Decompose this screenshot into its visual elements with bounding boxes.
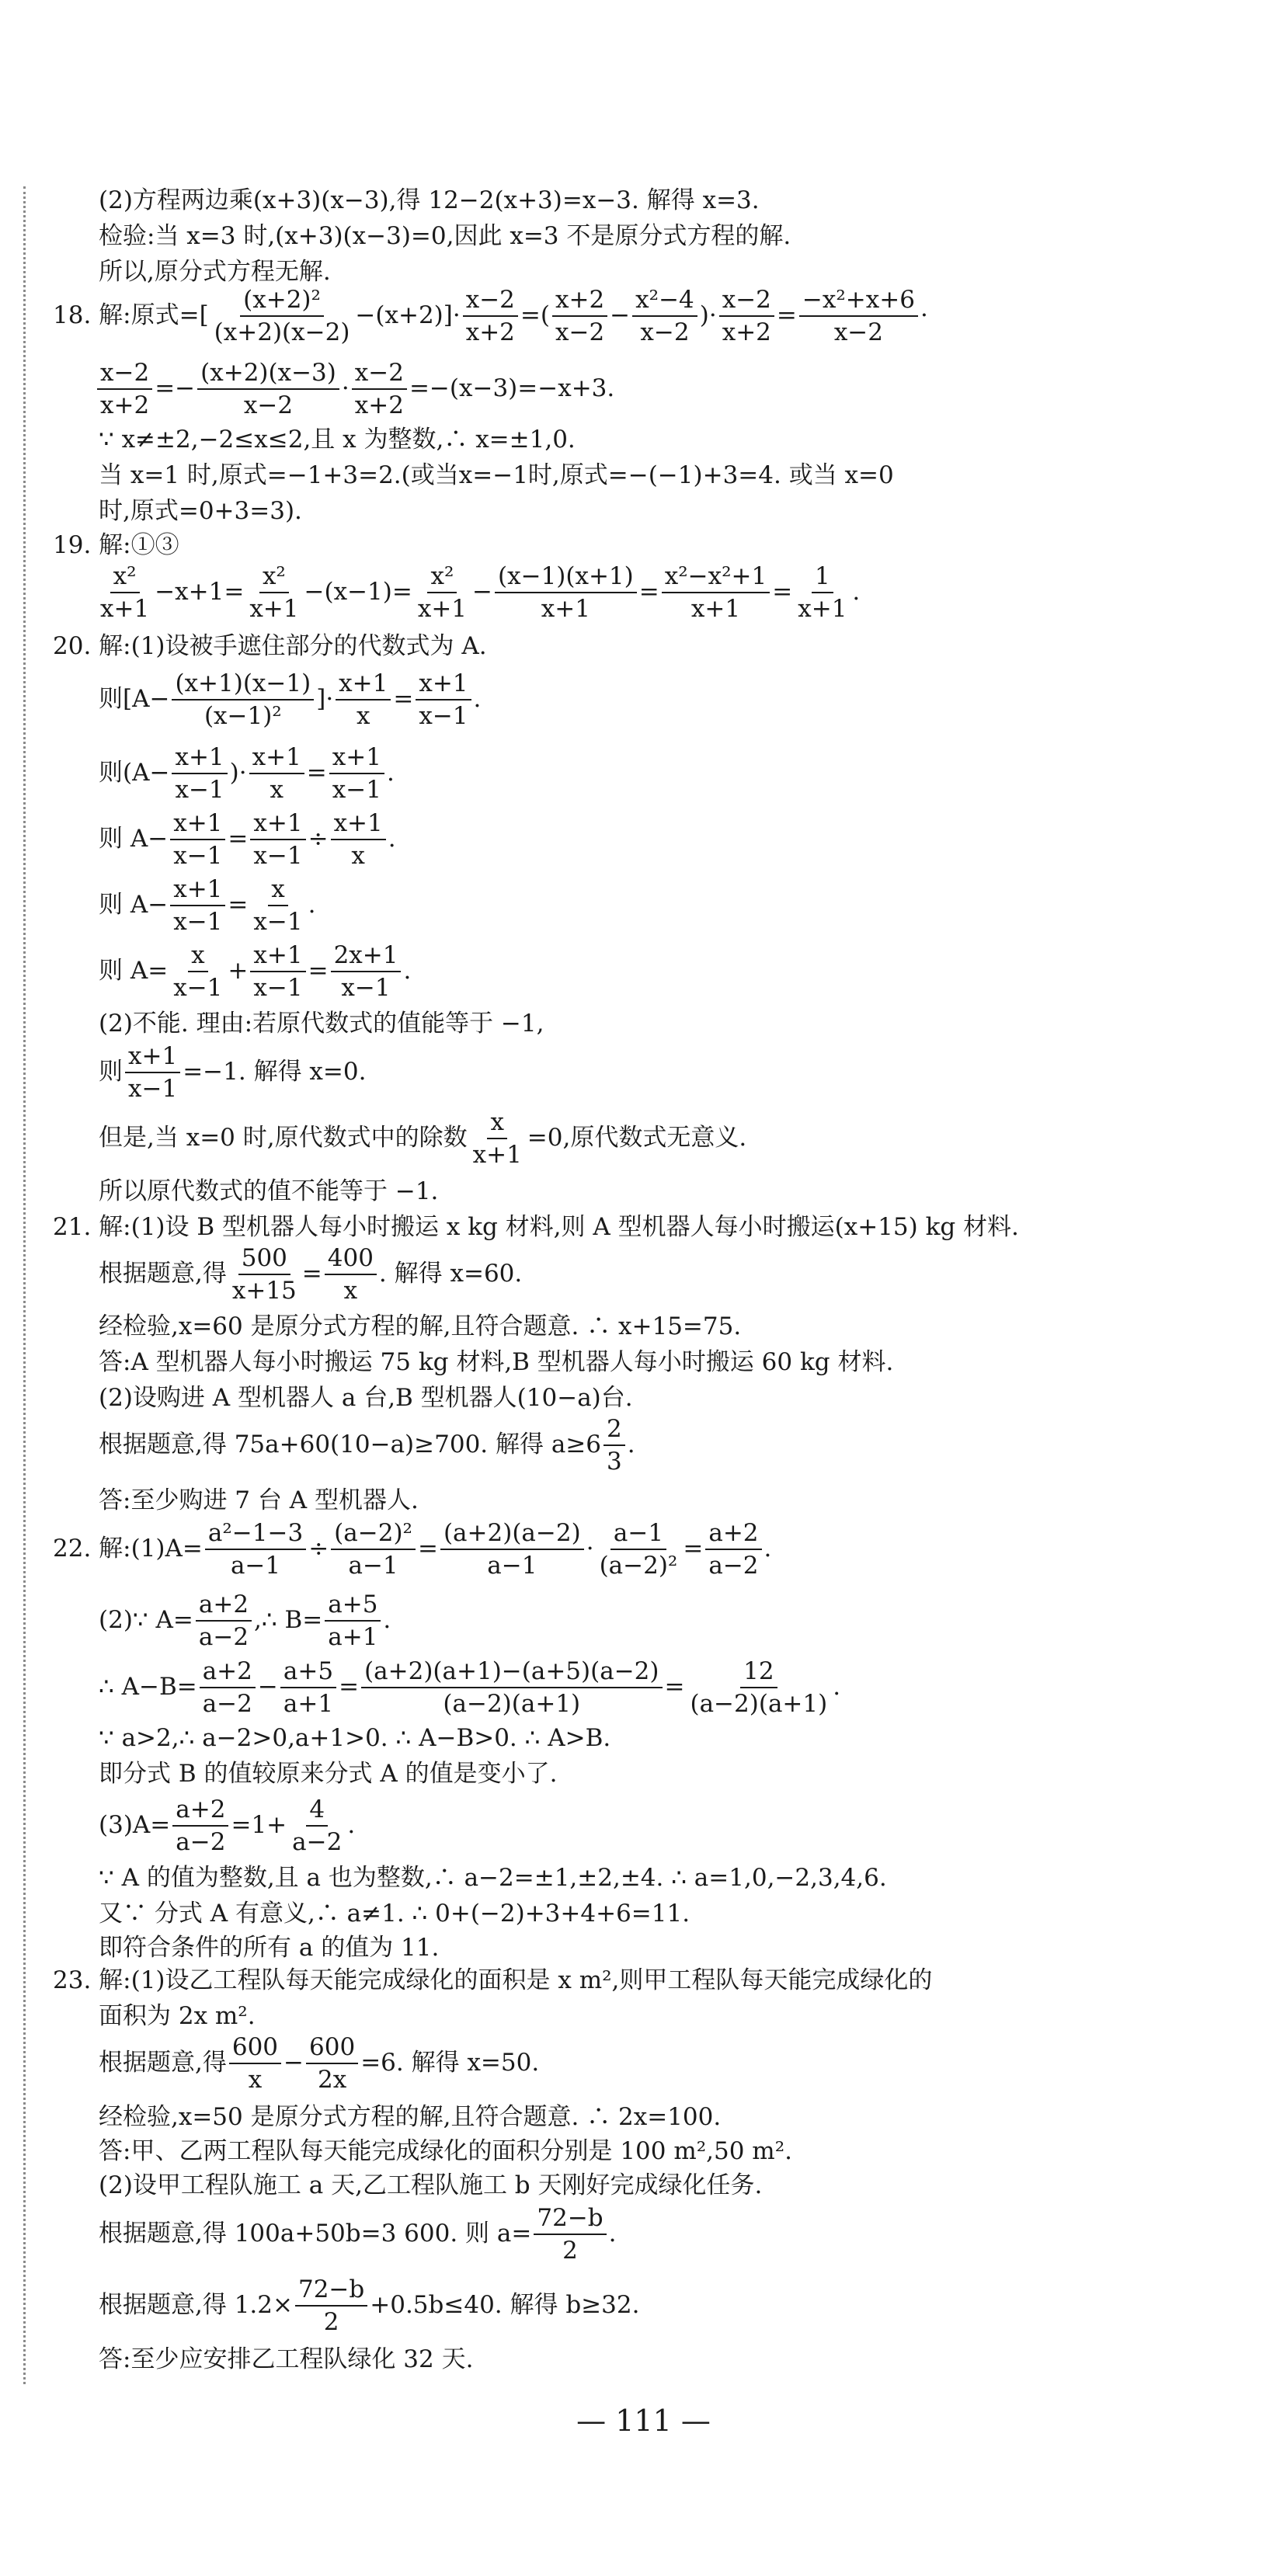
denominator: x−1 bbox=[173, 908, 223, 937]
denominator: a−2 bbox=[292, 1828, 343, 1857]
denominator: 2x bbox=[317, 2066, 347, 2095]
fraction bbox=[552, 284, 607, 349]
numerator: a+5 bbox=[280, 1656, 336, 1688]
q22-line-9: 即符合条件的所有 a 的值为 11. bbox=[99, 1934, 440, 1962]
fraction bbox=[662, 561, 770, 625]
numerator: x bbox=[188, 940, 207, 972]
numerator: x+2 bbox=[552, 284, 607, 317]
q20-line-3: 则 A− $\frac{x+1}{x-1}$ = $\frac{x+1}{x-1}$ ÷ $\frac{x+1}{x}$ . bbox=[99, 808, 396, 872]
numerator: 4 bbox=[306, 1794, 328, 1827]
denominator: (x−1)² bbox=[203, 702, 282, 731]
fraction bbox=[470, 1107, 525, 1171]
numerator: x+1 bbox=[170, 808, 225, 840]
fraction bbox=[687, 1656, 830, 1720]
denominator: x−1 bbox=[175, 776, 224, 805]
fraction bbox=[211, 284, 353, 349]
fraction bbox=[97, 561, 152, 625]
numerator: x bbox=[487, 1107, 506, 1139]
numerator: a+2 bbox=[172, 1794, 228, 1827]
denominator: x+1 bbox=[690, 595, 741, 624]
fraction bbox=[795, 561, 850, 625]
numerator: x+1 bbox=[336, 668, 391, 700]
q20-line-9: 所以原代数式的值不能等于 −1. bbox=[99, 1177, 439, 1205]
fraction bbox=[249, 742, 304, 806]
q23-line-1b: 面积为 2x m². bbox=[99, 2002, 256, 2030]
numerator: x+1 bbox=[172, 742, 227, 774]
q22-line-6: (3)A= $\frac{a+2}{a-2}$ =1+ $\frac{4}{a-2}$ . bbox=[99, 1794, 355, 1858]
denominator: x+1 bbox=[417, 595, 468, 624]
denominator: a+1 bbox=[283, 1690, 334, 1719]
fraction bbox=[325, 1243, 377, 1307]
denominator: x−2 bbox=[555, 318, 605, 347]
numerator: (a+2)(a−2) bbox=[440, 1517, 584, 1550]
fraction bbox=[170, 808, 225, 872]
fraction bbox=[361, 1656, 662, 1720]
denominator: x+1 bbox=[798, 595, 847, 624]
denominator: x−2 bbox=[833, 318, 883, 347]
numerator: −x²+x+6 bbox=[799, 284, 918, 317]
denominator: a−2 bbox=[202, 1690, 252, 1719]
numerator: x+1 bbox=[331, 808, 386, 840]
numerator: 600 bbox=[306, 2032, 358, 2064]
q20-line-2: 则(A− $\frac{x+1}{x-1}$ )· $\frac{x+1}{x}$ = $\frac{x+1}{x-1}$ . bbox=[99, 742, 395, 806]
fraction bbox=[336, 668, 391, 732]
fraction bbox=[295, 2274, 367, 2338]
numerator: (x+1)(x−1) bbox=[172, 668, 314, 700]
denominator: x+1 bbox=[100, 595, 150, 624]
denominator: x+2 bbox=[354, 391, 404, 420]
fraction bbox=[246, 561, 301, 625]
q18-line-1: 18. 解:原式=[ $\frac{\text{(x+2)²}}{(x+2)(x-2)}$ −(x+2)]· $\frac{x-2}{x+2}$ =( $\frac{x+2}{x-2}$ − $\frac{\text{x²−4}}{x-2}$ )· $\frac{x-2}{x+2}$ = $\frac{\text{−x²+x+6}}{x-2}$ · bbox=[53, 284, 928, 349]
q17-line-1: (2)方程两边乘(x+3)(x−3),得 12−2(x+3)=x−3. 解得 x=3. bbox=[99, 186, 760, 214]
q21-line-6: 根据题意,得 75a+60(10−a)≥700. 解得 a≥6 $\frac{2}{3}$ . bbox=[99, 1413, 635, 1478]
denominator: x+2 bbox=[465, 318, 515, 347]
numerator: x² bbox=[427, 561, 457, 593]
q22-line-2: (2)∵ A= $\frac{a+2}{a-2}$ ,∴ B= $\frac{a+5}{a+1}$ . bbox=[99, 1589, 391, 1653]
numerator: 2x+1 bbox=[331, 940, 402, 972]
fraction bbox=[250, 808, 305, 872]
q23-line-5: (2)设甲工程队施工 a 天,乙工程队施工 b 天刚好完成绿化任务. bbox=[99, 2171, 763, 2199]
denominator: x+2 bbox=[722, 318, 771, 347]
numerator: 72−b bbox=[534, 2202, 606, 2235]
fraction bbox=[306, 2032, 358, 2096]
denominator: x bbox=[248, 2066, 263, 2095]
q22-line-8: 又∵ 分式 A 有意义,∴ a≠1. ∴ 0+(−2)+3+4+6=11. bbox=[99, 1900, 690, 1928]
fraction bbox=[250, 874, 305, 938]
denominator: 2 bbox=[323, 2308, 339, 2337]
numerator: 500 bbox=[238, 1243, 290, 1275]
denominator: x bbox=[351, 842, 365, 871]
q21-line-4: 答:A 型机器人每小时搬运 75 kg 材料,B 型机器人每小时搬运 60 kg 材料. bbox=[99, 1348, 894, 1376]
denominator: a−2 bbox=[708, 1552, 759, 1580]
q23-line-3: 经检验,x=50 是原分式方程的解,且符合题意. ∴ 2x=100. bbox=[99, 2103, 722, 2131]
q18-line-5: 时,原式=0+3=3). bbox=[99, 497, 302, 525]
fraction bbox=[97, 357, 152, 422]
denominator: x bbox=[270, 776, 283, 805]
fraction bbox=[534, 2202, 606, 2267]
q21-line-2: 根据题意,得 $\frac{500}{x+15}$ = $\frac{400}{x}$ . 解得 x=60. bbox=[99, 1243, 522, 1307]
denominator: x−1 bbox=[341, 974, 391, 1003]
denominator: a−1 bbox=[487, 1552, 537, 1580]
q23-line-4: 答:甲、乙两工程队每天能完成绿化的面积分别是 100 m²,50 m². bbox=[99, 2137, 792, 2165]
fraction bbox=[170, 874, 225, 938]
fraction bbox=[289, 1794, 345, 1858]
numerator: x+1 bbox=[125, 1041, 180, 1073]
denominator: x+15 bbox=[231, 1277, 297, 1305]
q19-line-1: $\frac{\text{x²}}{x+1}$ −x+1= $\frac{\text{x²}}{x+1}$ −(x−1)= $\frac{\text{x²}}{x+1}$ − $\frac{(x-1)(x+1)}{x+1}$ = $\frac{\text{x²−x²+1}}{x+1}$ = $\frac{1}{x+1}$ . bbox=[95, 561, 860, 625]
denominator: x−1 bbox=[128, 1075, 178, 1104]
fraction bbox=[495, 561, 637, 625]
fraction bbox=[325, 1589, 381, 1653]
numerator: 72−b bbox=[295, 2274, 367, 2307]
denominator: a−1 bbox=[348, 1552, 398, 1580]
numerator: (a−2)² bbox=[331, 1517, 416, 1550]
q23-line-7: 根据题意,得 1.2× $\frac{72-b}{2}$ +0.5b≤40. 解得 b≥32. bbox=[99, 2274, 639, 2338]
q19-head: 19. 解:①③ bbox=[53, 531, 179, 559]
denominator: x−1 bbox=[253, 908, 303, 937]
numerator: 600 bbox=[229, 2032, 281, 2064]
fraction bbox=[205, 1517, 306, 1582]
denominator: x−1 bbox=[253, 974, 303, 1003]
numerator: x²−4 bbox=[632, 284, 697, 317]
fraction bbox=[705, 1517, 761, 1582]
numerator: a+2 bbox=[196, 1589, 252, 1622]
denominator: a−1 bbox=[230, 1552, 281, 1580]
q17-line-3: 所以,原分式方程无解. bbox=[99, 258, 331, 286]
denominator: (a−2)(a+1) bbox=[443, 1690, 581, 1719]
numerator: a−1 bbox=[610, 1517, 666, 1550]
denominator: x bbox=[357, 702, 370, 731]
numerator: (x+2)² bbox=[240, 284, 324, 317]
q20-line-5: 则 A= $\frac{x}{x-1}$ + $\frac{x+1}{x-1}$ = $\frac{2x+1}{x-1}$ . bbox=[99, 940, 411, 1004]
numerator: x² bbox=[259, 561, 289, 593]
q20-line-7: 则 $\frac{x+1}{x-1}$ =−1. 解得 x=0. bbox=[99, 1041, 366, 1105]
q20-line-4: 则 A− $\frac{x+1}{x-1}$ = $\frac{x}{x-1}$ . bbox=[99, 874, 315, 938]
fraction bbox=[229, 2032, 281, 2096]
denominator: x−1 bbox=[173, 974, 223, 1003]
fraction bbox=[229, 1243, 300, 1307]
fraction bbox=[463, 284, 518, 349]
numerator: (a+2)(a+1)−(a+5)(a−2) bbox=[361, 1656, 662, 1688]
fraction bbox=[197, 357, 339, 422]
numerator: x+1 bbox=[416, 668, 471, 700]
fraction bbox=[603, 1413, 625, 1478]
numerator: x² bbox=[110, 561, 140, 593]
denominator: 2 bbox=[562, 2237, 578, 2265]
fraction bbox=[196, 1589, 252, 1653]
q20-head: 20. 解:(1)设被手遮住部分的代数式为 A. bbox=[53, 632, 487, 660]
denominator: (a−2)(a+1) bbox=[690, 1690, 828, 1719]
denominator: x+1 bbox=[472, 1141, 522, 1170]
denominator: x+1 bbox=[249, 595, 299, 624]
page-number: — 111 — bbox=[576, 2404, 711, 2438]
numerator: x−2 bbox=[97, 357, 152, 390]
fraction bbox=[331, 808, 386, 872]
denominator: x−2 bbox=[243, 391, 294, 420]
numerator: a+2 bbox=[200, 1656, 256, 1688]
denominator: a−2 bbox=[176, 1828, 226, 1857]
fraction bbox=[200, 1656, 256, 1720]
q18-line-2: $\frac{x-2}{x+2}$ =− $\frac{(x+2)(x-3)}{x-2}$ · $\frac{x-2}{x+2}$ =−(x−3)=−x+3. bbox=[95, 357, 614, 422]
numerator: 1 bbox=[812, 561, 833, 593]
numerator: x+1 bbox=[249, 742, 304, 774]
numerator: a²−1−3 bbox=[205, 1517, 306, 1550]
denominator: (a−2)² bbox=[599, 1552, 678, 1580]
fraction bbox=[440, 1517, 584, 1582]
numerator: x+1 bbox=[250, 808, 305, 840]
numerator: 2 bbox=[603, 1413, 625, 1446]
numerator: 12 bbox=[740, 1656, 777, 1688]
denominator: x−1 bbox=[419, 702, 468, 731]
denominator: x bbox=[343, 1277, 358, 1305]
q21-line-5: (2)设购进 A 型机器人 a 台,B 型机器人(10−a)台. bbox=[99, 1384, 633, 1412]
fraction bbox=[172, 742, 227, 806]
numerator: x−2 bbox=[719, 284, 774, 317]
denominator: x−2 bbox=[640, 318, 690, 347]
numerator: x−2 bbox=[463, 284, 518, 317]
numerator: a+2 bbox=[705, 1517, 761, 1550]
numerator: x+1 bbox=[250, 940, 305, 972]
denominator: x+2 bbox=[100, 391, 150, 420]
q20-line-1: 则[A− $\frac{(x+1)(x-1)}{\text{(x−1)²}}$ ]· $\frac{x+1}{x}$ = $\frac{x+1}{x-1}$ . bbox=[99, 668, 481, 732]
q23-line-6: 根据题意,得 100a+50b=3 600. 则 a= $\frac{72-b}{2}$ . bbox=[99, 2202, 617, 2267]
q23-line-2: 根据题意,得 $\frac{600}{x}$ − $\frac{600}{2x}$ =6. 解得 x=50. bbox=[99, 2032, 539, 2096]
fraction bbox=[719, 284, 774, 349]
denominator: x−1 bbox=[332, 776, 381, 805]
fraction bbox=[597, 1517, 681, 1582]
numerator: x−2 bbox=[352, 357, 407, 390]
q18-line-3: ∵ x≠±2,−2≤x≤2,且 x 为整数,∴ x=±1,0. bbox=[99, 426, 576, 454]
q18-line-4: 当 x=1 时,原式=−1+3=2.(或当x=−1时,原式=−(−1)+3=4. 或当 x=0 bbox=[99, 461, 894, 489]
q21-line-3: 经检验,x=60 是原分式方程的解,且符合题意. ∴ x+15=75. bbox=[99, 1312, 742, 1340]
fraction bbox=[250, 940, 305, 1004]
q23-head: 23. 解:(1)设乙工程队每天能完成绿化的面积是 x m²,则甲工程队每天能完成绿化的 bbox=[53, 1966, 933, 1994]
fraction bbox=[329, 742, 384, 806]
fraction bbox=[125, 1041, 180, 1105]
q22-line-1: 22. 解:(1)A= $\frac{\text{a²−1−3}}{a-1}$ ÷ $\frac{\text{(a−2)²}}{a-1}$ = $\frac{(a+2)(a-2)}{a-1}$ · $\frac{a-1}{\text{(a−2)²}}$ = $\frac{a+2}{a-2}$ . bbox=[53, 1517, 771, 1582]
binding-margin-line bbox=[23, 186, 26, 2384]
q21-head: 21. 解:(1)设 B 型机器人每小时搬运 x kg 材料,则 A 型机器人每小时搬运(x+15) kg 材料. bbox=[53, 1213, 1019, 1241]
numerator: x+1 bbox=[329, 742, 384, 774]
q22-line-4: ∵ a>2,∴ a−2>0,a+1>0. ∴ A−B>0. ∴ A>B. bbox=[99, 1724, 611, 1752]
fraction bbox=[416, 668, 471, 732]
numerator: (x+2)(x−3) bbox=[197, 357, 339, 390]
denominator: a−2 bbox=[198, 1623, 249, 1652]
q22-line-3: ∴ A−B= $\frac{a+2}{a-2}$ − $\frac{a+5}{a+1}$ = $\frac{(a+2)(a+1)-(a+5)(a-2)}{(a-2)(a+1)}$ = $\frac{12}{(a-2)(a+1)}$ . bbox=[99, 1656, 840, 1720]
numerator: a+5 bbox=[325, 1589, 381, 1622]
numerator: x²−x²+1 bbox=[662, 561, 770, 593]
numerator: x bbox=[268, 874, 287, 906]
numerator: (x−1)(x+1) bbox=[495, 561, 637, 593]
denominator: x−1 bbox=[253, 842, 303, 871]
denominator: (x+2)(x−2) bbox=[214, 318, 350, 347]
q20-line-6: (2)不能. 理由:若原代数式的值能等于 −1, bbox=[99, 1010, 544, 1038]
denominator: 3 bbox=[607, 1448, 622, 1476]
fraction bbox=[170, 940, 225, 1004]
q17-line-2: 检验:当 x=3 时,(x+3)(x−3)=0,因此 x=3 不是原分式方程的解. bbox=[99, 222, 791, 250]
denominator: x−1 bbox=[173, 842, 223, 871]
q23-line-8: 答:至少应安排乙工程队绿化 32 天. bbox=[99, 2345, 474, 2373]
q20-line-8: 但是,当 x=0 时,原代数式中的除数 $\frac{x}{x+1}$ =0,原代数式无意义. bbox=[99, 1107, 746, 1171]
q21-line-7: 答:至少购进 7 台 A 型机器人. bbox=[99, 1486, 419, 1514]
fraction bbox=[415, 561, 470, 625]
denominator: a+1 bbox=[328, 1623, 378, 1652]
fraction bbox=[331, 1517, 416, 1582]
fraction bbox=[172, 668, 314, 732]
numerator: x+1 bbox=[170, 874, 225, 906]
fraction bbox=[632, 284, 697, 349]
fraction bbox=[280, 1656, 336, 1720]
q22-line-5: 即分式 B 的值较原来分式 A 的值是变小了. bbox=[99, 1760, 558, 1788]
denominator: x+1 bbox=[541, 595, 590, 624]
fraction bbox=[352, 357, 407, 422]
fraction bbox=[799, 284, 918, 349]
numerator: 400 bbox=[325, 1243, 377, 1275]
fraction bbox=[172, 1794, 228, 1858]
q22-line-7: ∵ A 的值为整数,且 a 也为整数,∴ a−2=±1,±2,±4. ∴ a=1,0,−2,3,4,6. bbox=[99, 1864, 887, 1892]
fraction bbox=[331, 940, 402, 1004]
